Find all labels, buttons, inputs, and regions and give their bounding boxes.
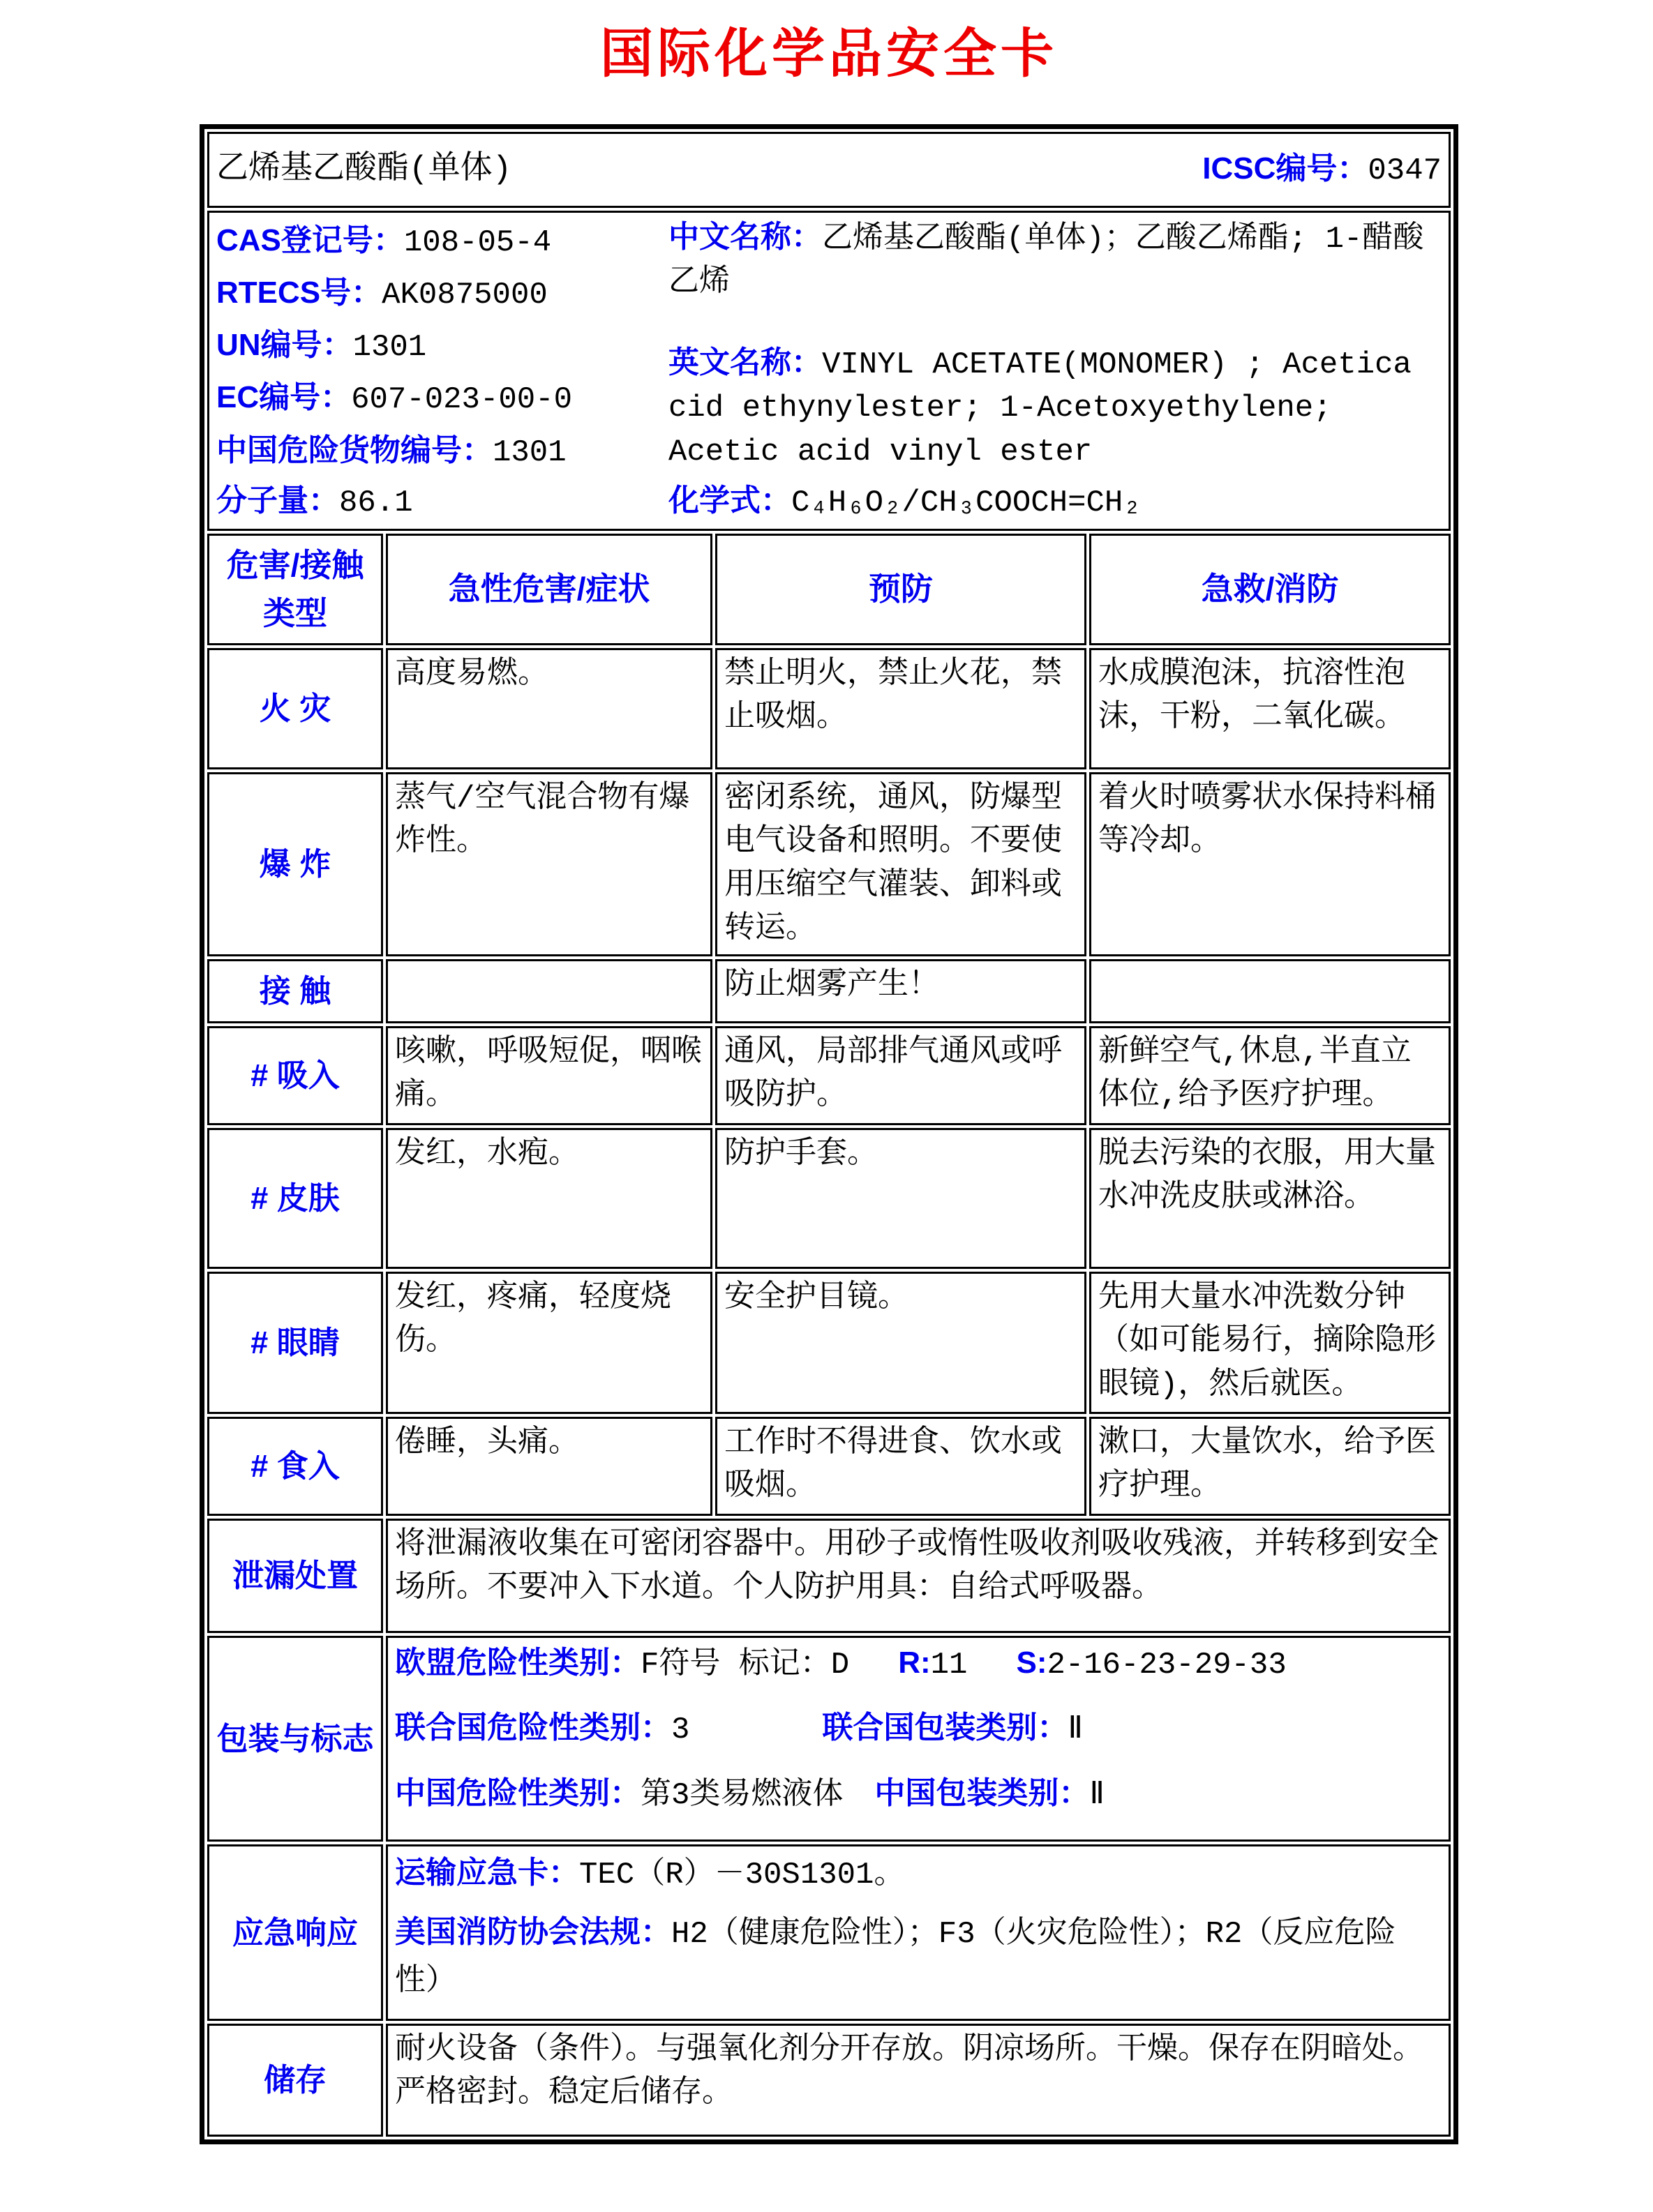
nfpa-code-line bbox=[395, 1909, 1442, 2006]
skin-symptoms: 发红，水疱。 bbox=[386, 1128, 712, 1269]
packaging-labelling-content bbox=[386, 1636, 1451, 1842]
transport-emergency-card-value: TEC（R）－30S1301。 bbox=[579, 1858, 905, 1893]
ingestion-label: # 食入 bbox=[207, 1417, 383, 1516]
icsc-number-value: 0347 bbox=[1368, 153, 1442, 188]
un-number-value: 1301 bbox=[352, 330, 427, 366]
rtecs-number-label: RTECS号： bbox=[216, 276, 382, 310]
inhalation-label: # 吸入 bbox=[207, 1026, 383, 1125]
eu-hazard-class-label: 欧盟危险性类别： bbox=[395, 1645, 641, 1680]
china-dg-number-value: 1301 bbox=[493, 435, 567, 470]
spill-disposal-label: 泄漏处置 bbox=[207, 1519, 383, 1633]
inhalation-symptoms: 咳嗽，呼吸短促，咽喉痛。 bbox=[386, 1026, 712, 1125]
fire-label: 火 灾 bbox=[207, 648, 383, 769]
un-number-line bbox=[216, 320, 668, 373]
eyes-prevention: 安全护目镜。 bbox=[715, 1272, 1086, 1414]
un-hazard-class-value: 3 bbox=[671, 1713, 690, 1748]
contact-label: 接 触 bbox=[207, 959, 383, 1023]
hazard-row-contact bbox=[207, 959, 1451, 1023]
header-hazard-type: 危害/接触类型 bbox=[207, 534, 383, 645]
molecular-weight-value: 86.1 bbox=[339, 485, 413, 520]
chemical-formula-line bbox=[668, 478, 1442, 526]
ec-number-value: 607-023-00-0 bbox=[351, 382, 572, 418]
china-class-line bbox=[395, 1771, 1442, 1819]
china-packing-group-value: Ⅱ bbox=[1089, 1778, 1105, 1814]
page-title: 国际化学品安全卡 bbox=[600, 25, 1058, 84]
substance-name-cell bbox=[207, 132, 1451, 208]
china-hazard-class-label: 中国危险性类别： bbox=[395, 1776, 641, 1811]
un-number-label: UN编号： bbox=[216, 328, 353, 363]
substance-name-row bbox=[207, 132, 1451, 208]
s-phrases-label: S: bbox=[1016, 1645, 1047, 1680]
skin-prevention: 防护手套。 bbox=[715, 1128, 1086, 1269]
transport-emergency-card-line bbox=[395, 1849, 1442, 1899]
r-phrases-label: R: bbox=[898, 1645, 931, 1680]
inhalation-firstaid: 新鲜空气,休息,半直立体位,给予医疗护理。 bbox=[1089, 1026, 1451, 1125]
identifier-list bbox=[216, 216, 668, 526]
storage-label: 储存 bbox=[207, 2024, 383, 2137]
explosion-prevention: 密闭系统，通风，防爆型电气设备和照明。不要使用压缩空气灌装、卸料或转运。 bbox=[715, 772, 1086, 956]
explosion-symptoms: 蒸气/空气混合物有爆炸性。 bbox=[386, 772, 712, 956]
icsc-number-label: ICSC编号： bbox=[1202, 151, 1368, 186]
transport-emergency-card-label: 运输应急卡： bbox=[395, 1856, 579, 1890]
storage-row bbox=[207, 2024, 1451, 2137]
skin-firstaid: 脱去污染的衣服，用大量水冲洗皮肤或淋浴。 bbox=[1089, 1128, 1451, 1269]
spill-disposal-text: 将泄漏液收集在可密闭容器中。用砂子或惰性吸收剂吸收残液，并转移到安全场所。不要冲入下水道。个人防护用具：自给式呼吸器。 bbox=[386, 1519, 1451, 1633]
safety-card-table bbox=[200, 124, 1458, 2144]
eyes-label: # 眼睛 bbox=[207, 1272, 383, 1414]
substance-name: 乙烯基乙酸酯(单体) bbox=[216, 151, 512, 188]
ingestion-symptoms: 倦睡，头痛。 bbox=[386, 1417, 712, 1516]
ec-number-line bbox=[216, 373, 668, 425]
inhalation-prevention: 通风，局部排气通风或呼吸防护。 bbox=[715, 1026, 1086, 1125]
hazard-row-skin bbox=[207, 1128, 1451, 1269]
cas-number-line bbox=[216, 216, 668, 268]
nfpa-code-label: 美国消防协会法规： bbox=[395, 1915, 671, 1950]
chinese-name-value: 乙烯基乙酸酯(单体)；乙酸乙烯酯; 1-醋酸乙烯 bbox=[668, 222, 1424, 301]
chemical-formula-label: 化学式： bbox=[668, 483, 791, 518]
chinese-name-label: 中文名称： bbox=[668, 220, 822, 254]
emergency-response-content bbox=[386, 1844, 1451, 2021]
skin-label: # 皮肤 bbox=[207, 1128, 383, 1269]
un-packing-group-label: 联合国包装类别： bbox=[822, 1710, 1068, 1745]
identifiers-row bbox=[207, 211, 1451, 531]
eyes-symptoms: 发红，疼痛，轻度烧伤。 bbox=[386, 1272, 712, 1414]
cas-number-label: CAS登记号： bbox=[216, 223, 404, 257]
storage-text: 耐火设备（条件）。与强氧化剂分开存放。阴凉场所。干燥。保存在阴暗处。严格密封。稳定后储存。 bbox=[386, 2024, 1451, 2137]
un-class-line bbox=[395, 1706, 1442, 1753]
eu-hazard-class-value: F符号 标记：D bbox=[641, 1647, 850, 1683]
un-hazard-class-label: 联合国危险性类别： bbox=[395, 1710, 671, 1745]
chinese-name-line bbox=[668, 216, 1442, 305]
s-phrases-value: 2-16-23-29-33 bbox=[1047, 1647, 1287, 1683]
hazard-row-explosion bbox=[207, 772, 1451, 956]
molecular-weight-line bbox=[216, 478, 668, 526]
cas-number-value: 108-05-4 bbox=[403, 225, 552, 260]
english-name-label: 英文名称： bbox=[668, 345, 822, 379]
ingestion-firstaid: 漱口，大量饮水，给予医疗护理。 bbox=[1089, 1417, 1451, 1516]
fire-firstaid: 水成膜泡沫，抗溶性泡沫，干粉，二氧化碳。 bbox=[1089, 648, 1451, 769]
english-name-line bbox=[668, 341, 1442, 474]
name-list bbox=[668, 216, 1442, 526]
hazard-row-eyes bbox=[207, 1272, 1451, 1414]
hazard-row-ingestion bbox=[207, 1417, 1451, 1516]
header-acute-symptoms: 急性危害/症状 bbox=[386, 534, 712, 645]
nfpa-code-value: H2（健康危险性）；F3（火灾危险性）；R2（反应危险性） bbox=[395, 1917, 1396, 2000]
china-dg-number-label: 中国危险货物编号： bbox=[216, 432, 493, 467]
r-phrases-value: 11 bbox=[930, 1647, 968, 1683]
un-packing-group-value: Ⅱ bbox=[1068, 1713, 1084, 1748]
ingestion-prevention: 工作时不得进食、饮水或吸烟。 bbox=[715, 1417, 1086, 1516]
packaging-labelling-row bbox=[207, 1636, 1451, 1842]
identifiers-cell bbox=[207, 211, 1451, 531]
contact-prevention: 防止烟雾产生！ bbox=[715, 959, 1086, 1023]
header-firstaid-firefighting: 急救/消防 bbox=[1089, 534, 1451, 645]
contact-symptoms bbox=[386, 959, 712, 1023]
eu-hazard-class-line bbox=[395, 1641, 1442, 1688]
china-packing-group-label: 中国包装类别： bbox=[874, 1776, 1090, 1811]
rtecs-number-line bbox=[216, 268, 668, 320]
explosion-firstaid: 着火时喷雾状水保持料桶等冷却。 bbox=[1089, 772, 1451, 956]
header-prevention: 预防 bbox=[715, 534, 1086, 645]
emergency-response-row bbox=[207, 1844, 1451, 2021]
eyes-firstaid: 先用大量水冲洗数分钟（如可能易行，摘除隐形眼镜)，然后就医。 bbox=[1089, 1272, 1451, 1414]
emergency-response-label: 应急响应 bbox=[207, 1844, 383, 2021]
spill-disposal-row bbox=[207, 1519, 1451, 1633]
ec-number-label: EC编号： bbox=[216, 380, 352, 415]
chemical-formula-value: C₄H₆O₂/CH₃COOCH=CH₂ bbox=[791, 485, 1142, 520]
english-name-value: VINYL ACETATE(MONOMER) ; Acetica cid ethynylester; 1-Acetoxyethylene; Acetic acid vinyl ester bbox=[668, 347, 1412, 469]
rtecs-number-value: AK0875000 bbox=[382, 278, 548, 313]
fire-symptoms: 高度易燃。 bbox=[386, 648, 712, 769]
hazard-row-inhalation bbox=[207, 1026, 1451, 1125]
icsc-number-group bbox=[1202, 147, 1442, 193]
packaging-labelling-label: 包装与标志 bbox=[207, 1636, 383, 1842]
explosion-label: 爆 炸 bbox=[207, 772, 383, 956]
china-hazard-class-value: 第3类易燃液体 bbox=[641, 1778, 844, 1814]
fire-prevention: 禁止明火，禁止火花，禁止吸烟。 bbox=[715, 648, 1086, 769]
hazard-header-row bbox=[207, 534, 1451, 645]
china-dg-number-line bbox=[216, 426, 668, 478]
hazard-row-fire bbox=[207, 648, 1451, 769]
contact-firstaid bbox=[1089, 959, 1451, 1023]
molecular-weight-label: 分子量： bbox=[216, 483, 339, 518]
